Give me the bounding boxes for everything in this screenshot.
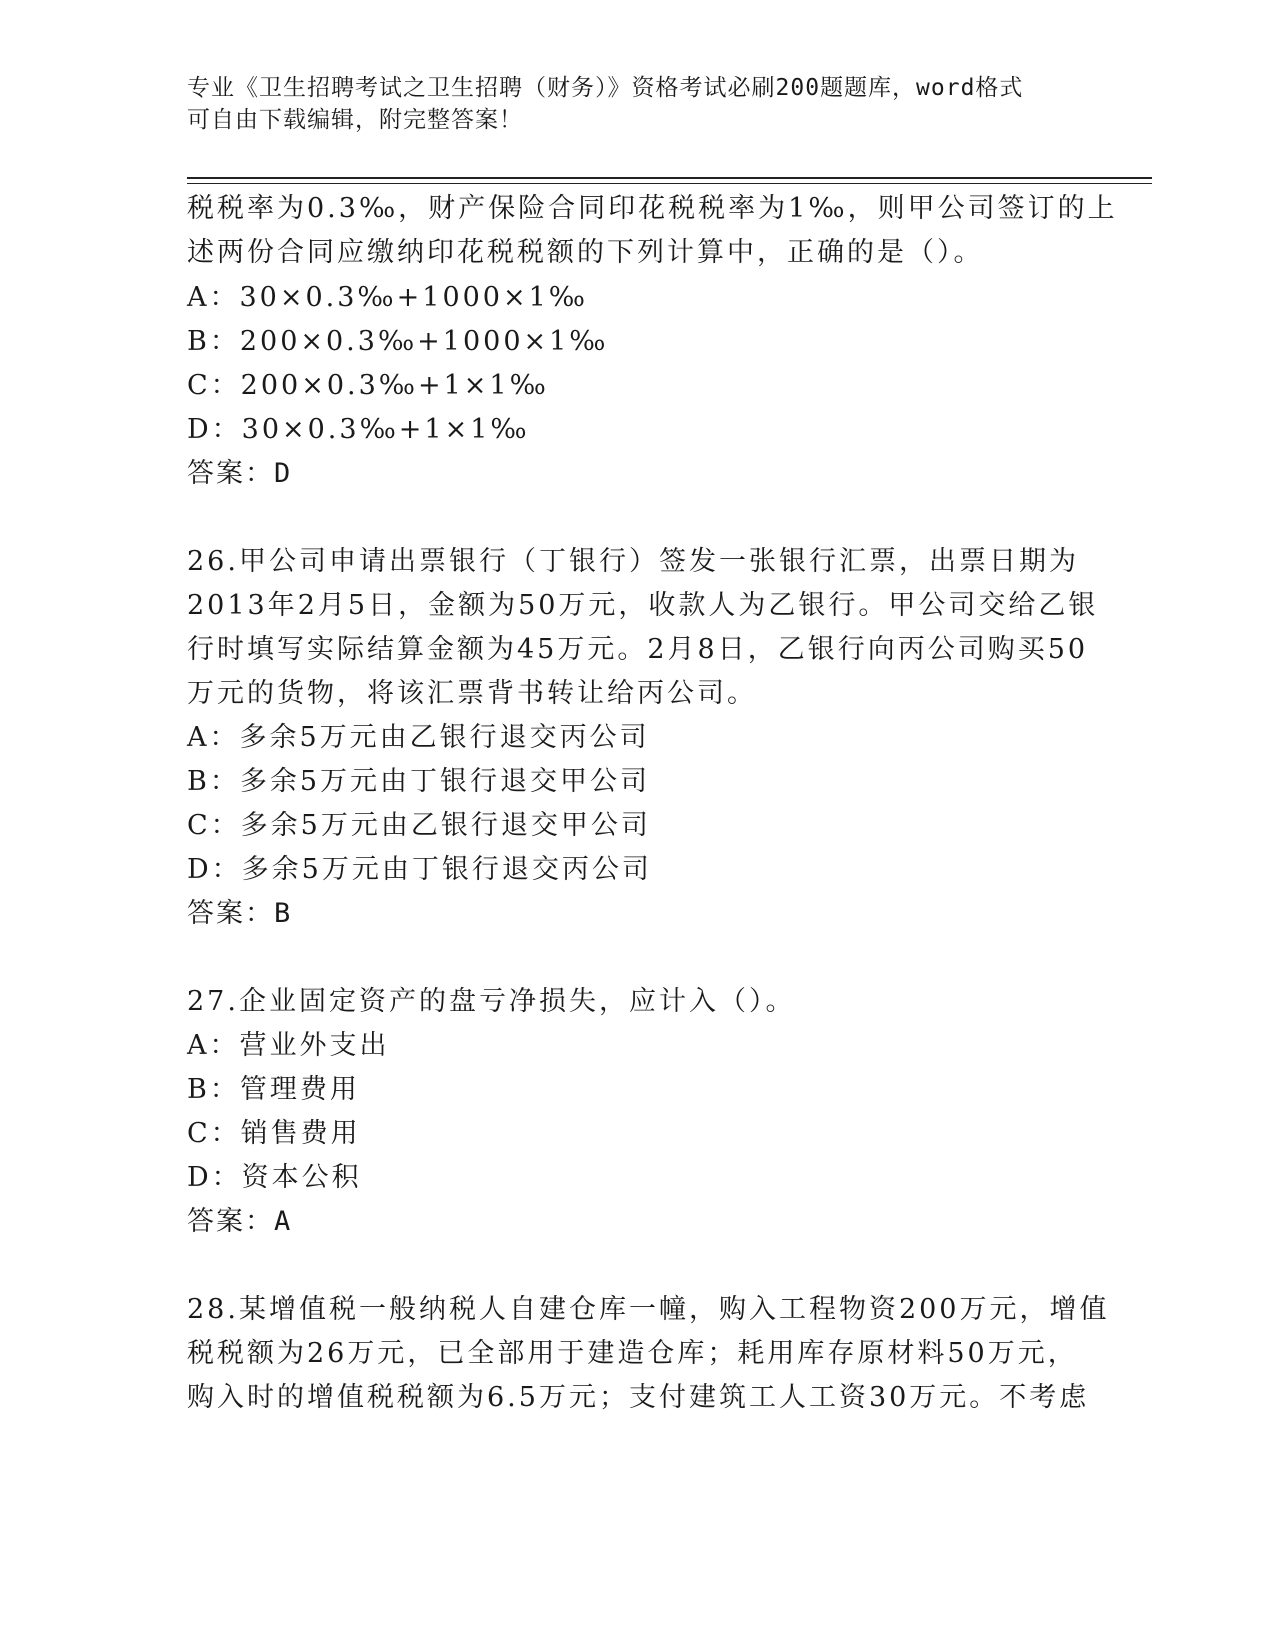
answer-label: 答案：D [187, 458, 293, 489]
option-a: A：营业外支出 [187, 1030, 390, 1061]
answer-label: 答案：B [187, 898, 293, 929]
answer-label: 答案：A [187, 1206, 293, 1237]
question-stem-line: 购入时的增值税税额为6.5万元；支付建筑工人工资30万元。不考虑 [187, 1382, 1090, 1413]
question-stem-line: 2013年2月5日，金额为50万元，收款人为乙银行。甲公司交给乙银 [187, 590, 1099, 621]
question-stem-line: 万元的货物，将该汇票背书转让给丙公司。 [187, 678, 757, 709]
option-d: D：多余5万元由丁银行退交丙公司 [187, 854, 652, 885]
question-stem-line: 税税额为26万元，已全部用于建造仓库；耗用库存原材料50万元， [187, 1338, 1078, 1369]
header-divider-thick [187, 177, 1152, 179]
option-a: A：30×0.3‰+1000×1‰ [187, 282, 589, 313]
header-title-line1: 专业《卫生招聘考试之卫生招聘（财务）》资格考试必刷200题题库，word格式 [187, 75, 1024, 101]
option-b: B：管理费用 [187, 1074, 360, 1105]
question-stem-line: 行时填写实际结算金额为45万元。2月8日，乙银行向丙公司购买50 [187, 634, 1089, 665]
question-stem-line: 税税率为0.3‰，财产保险合同印花税税率为1‰，则甲公司签订的上 [187, 193, 1118, 224]
question-stem-line: 述两份合同应缴纳印花税税额的下列计算中，正确的是（）。 [187, 237, 984, 268]
option-a: A：多余5万元由乙银行退交丙公司 [187, 722, 650, 753]
header-divider-thin [187, 183, 1152, 184]
header-title-line2: 可自由下载编辑，附完整答案！ [187, 107, 523, 133]
question-stem-line: 28.某增值税一般纳税人自建仓库一幢，购入工程物资200万元，增值 [187, 1294, 1110, 1325]
option-d: D：资本公积 [187, 1162, 362, 1193]
option-c: C：200×0.3‰+1×1‰ [187, 370, 549, 401]
option-c: C：销售费用 [187, 1118, 361, 1149]
document-header [187, 72, 1067, 136]
question-stem-line: 27.企业固定资产的盘亏净损失，应计入（）。 [187, 986, 796, 1017]
option-c: C：多余5万元由乙银行退交甲公司 [187, 810, 651, 841]
option-d: D：30×0.3‰+1×1‰ [187, 414, 530, 445]
option-b: B：多余5万元由丁银行退交甲公司 [187, 766, 651, 797]
option-b: B：200×0.3‰+1000×1‰ [187, 326, 609, 357]
question-stem-line: 26.甲公司申请出票银行（丁银行）签发一张银行汇票，出票日期为 [187, 546, 1079, 577]
